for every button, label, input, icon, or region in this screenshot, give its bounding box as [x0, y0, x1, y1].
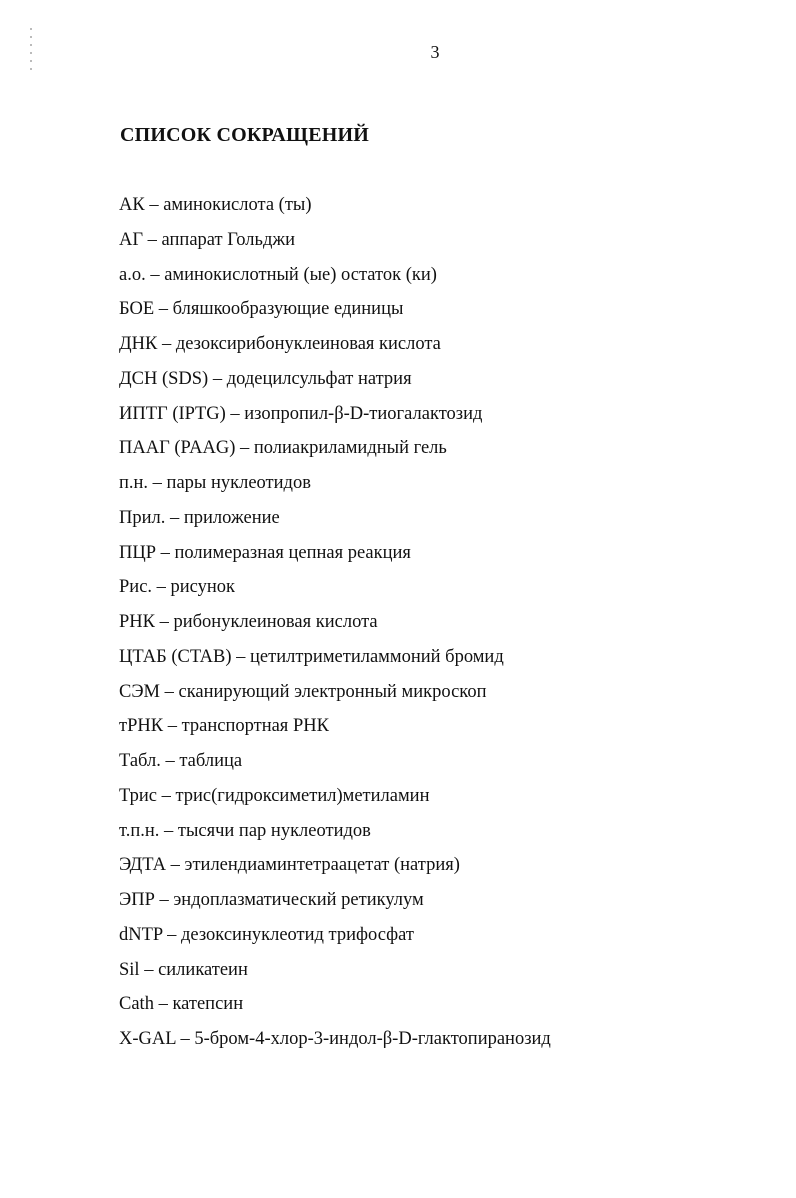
abbreviation-item: ЭДТА – этилендиаминтетраацетат (натрия) — [119, 855, 460, 876]
abbreviation-item: X-GAL – 5-бром-4-хлор-3-индол-β-D-глактопиранозид — [119, 1029, 551, 1049]
abbreviation-item: ДСН (SDS) – додецилсульфат натрия — [119, 368, 412, 389]
abbreviation-item: ПЦР – полимеразная цепная реакция — [119, 542, 411, 563]
abbreviation-item: тРНК – транспортная РНК — [119, 716, 329, 737]
abbreviation-item: т.п.н. – тысячи пар нуклеотидов — [119, 820, 371, 841]
abbreviation-item: ДНК – дезоксирибонуклеиновая кислота — [119, 334, 441, 354]
abbreviation-item: Рис. – рисунок — [119, 577, 236, 598]
abbreviation-item: Cath – катепсин — [119, 994, 244, 1015]
abbreviation-item: Табл. – таблица — [119, 751, 243, 771]
abbreviation-item: а.о. – аминокислотный (ые) остаток (ки) — [119, 264, 437, 285]
abbreviation-item: Прил. – приложение — [119, 507, 280, 528]
abbreviation-item: СЭМ – сканирующий электронный микроскоп — [119, 681, 487, 702]
page-number: 3 — [430, 42, 440, 62]
scan-margin-marks — [28, 28, 34, 108]
abbreviation-item: Sil – силикатеин — [119, 959, 248, 980]
abbreviation-item: ИПТГ (IPTG) – изопропил-β-D-тиогалактозид — [119, 403, 483, 424]
abbreviation-item: dNTP – дезоксинуклеотид трифосфат — [119, 924, 414, 945]
abbreviation-item: ЭПР – эндоплазматический ретикулум — [119, 890, 424, 910]
abbreviation-item: Трис – трис(гидроксиметил)метиламин — [119, 785, 430, 806]
abbreviation-item: БОЕ – бляшкообразующие единицы — [119, 299, 404, 320]
abbreviation-item: АК – аминокислота (ты) — [119, 195, 312, 215]
abbreviation-item: РНК – рибонуклеиновая кислота — [119, 612, 378, 632]
abbreviation-item: АГ – аппарат Гольджи — [119, 229, 296, 250]
page-title: СПИСОК СОКРАЩЕНИЙ — [120, 124, 370, 146]
abbreviation-item: п.н. – пары нуклеотидов — [119, 473, 311, 493]
abbreviation-item: ЦТАБ (CTAB) – цетилтриметиламмоний бромид — [119, 646, 504, 667]
abbreviation-list — [119, 192, 551, 1061]
abbreviation-item: ПААГ (PAAG) – полиакриламидный гель — [119, 438, 447, 459]
